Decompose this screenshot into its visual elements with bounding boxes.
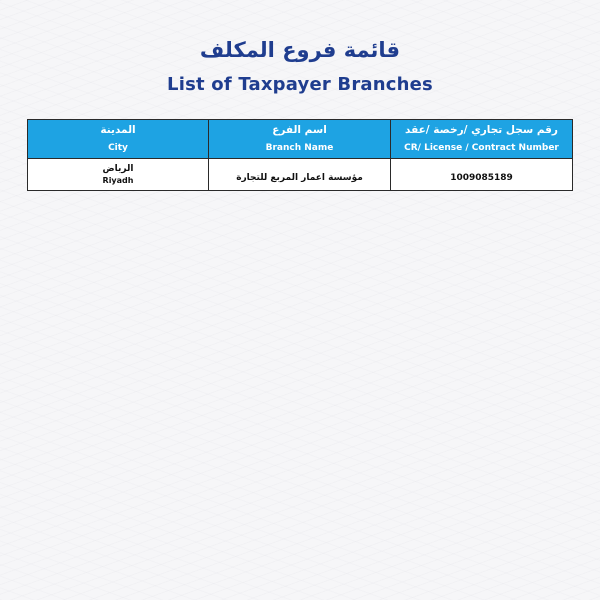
column-header-branch-name-ar: اسم الفرع: [272, 124, 327, 136]
cell-city: [28, 159, 209, 191]
table-header-row: [28, 120, 573, 159]
column-header-city: [28, 120, 209, 159]
cell-city-ar: الرياض: [102, 163, 134, 174]
column-header-branch-name: [209, 120, 391, 159]
column-header-cr-number: [391, 120, 573, 159]
column-header-city-en: City: [108, 143, 128, 153]
cell-branch-name: [209, 159, 391, 191]
column-header-cr-number-en: CR/ License / Contract Number: [404, 143, 559, 153]
cell-cr-number: [391, 159, 573, 191]
column-header-cr-number-ar: رقم سجل تجاري /رخصة /عقد: [405, 124, 558, 136]
cell-city-en: Riyadh: [102, 175, 134, 185]
page-title-english: List of Taxpayer Branches: [167, 74, 433, 95]
cell-branch-name-text: مؤسسة اعمار المربع للتجارة: [236, 173, 363, 183]
page-title-arabic: قائمة فروع المكلف: [199, 38, 401, 62]
table-row: [28, 159, 573, 191]
branches-table: [27, 119, 573, 191]
cell-cr-number-text: 1009085189: [450, 173, 513, 183]
column-header-branch-name-en: Branch Name: [265, 143, 334, 153]
column-header-city-ar: المدينة: [100, 124, 136, 136]
